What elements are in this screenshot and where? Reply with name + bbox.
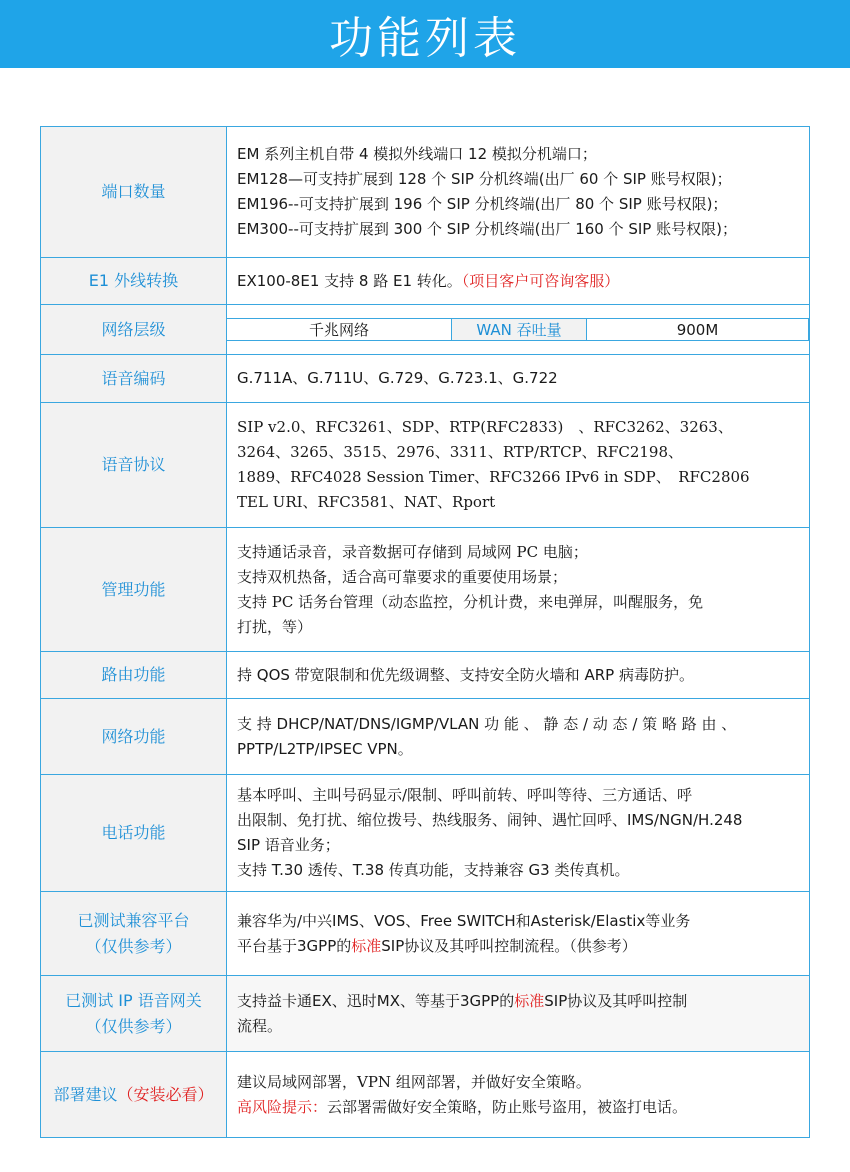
platform-label: 已测试兼容平台 — [77, 910, 190, 930]
row-content-e1 — [227, 258, 810, 305]
e1-text: EX100-8E1 支持 8 路 E1 转化。 — [237, 271, 462, 290]
table-row — [41, 528, 810, 652]
row-content-deploy — [227, 1052, 810, 1138]
row-label-network-layer: 网络层级 — [41, 305, 227, 355]
network-layer-value: 千兆网络 — [227, 319, 452, 341]
table-row — [41, 976, 810, 1052]
table-row — [41, 258, 810, 305]
network-func-line: 支 持 DHCP/NAT/DNS/IGMP/VLAN 功 能 、 静 态 / 动 态 / 策 略 路 由 、 — [237, 714, 737, 733]
phone-line: 基本呼叫、主叫号码显示/限制、呼叫前转、呼叫等待、三方通话、呼 — [237, 786, 693, 804]
row-label-phone: 电话功能 — [41, 775, 227, 892]
row-label-management: 管理功能 — [41, 528, 227, 652]
feature-table — [40, 126, 810, 1138]
platform-standard: 标准 — [351, 936, 382, 955]
row-content-protocol — [227, 403, 810, 528]
table-row — [41, 1052, 810, 1138]
row-content-ports — [227, 127, 810, 258]
protocol-line: TEL URI、RFC3581、NAT、Rport — [237, 493, 496, 511]
table-row — [41, 892, 810, 976]
phone-line: 出限制、免打扰、缩位拨号、热线服务、闹钟、遇忙回呼、IMS/NGN/H.248 — [237, 811, 743, 829]
gateway-text: 支持益卡通EX、迅时MX、等基于3GPP的 — [237, 991, 515, 1010]
management-line: 支持 PC 话务台管理（动态监控，分机计费，来电弹屏，叫醒服务，免 — [237, 592, 704, 611]
row-label-gateway — [41, 976, 227, 1052]
table-row — [41, 652, 810, 699]
phone-line: 支持 T.30 透传、T.38 传真功能，支持兼容 G3 类传真机。 — [237, 861, 630, 879]
gateway-line — [237, 989, 799, 1014]
ports-line: EM128—可支持扩展到 128 个 SIP 分机终端(出厂 60 个 SIP 账号权限)； — [237, 170, 732, 188]
protocol-line: 3264、3265、3515、2976、3311、RTP/RTCP、RFC2198、 — [237, 443, 684, 461]
e1-note: （项目客户可咨询客服） — [461, 271, 620, 290]
row-label-e1: E1 外线转换 — [41, 258, 227, 305]
ports-line: EM 系列主机自带 4 模拟外线端口 12 模拟分机端口； — [237, 145, 597, 163]
row-label-platform — [41, 892, 227, 976]
management-line: 支持双机热备，适合高可靠要求的重要使用场景； — [237, 567, 568, 586]
gateway-line: 流程。 — [237, 1016, 283, 1035]
row-content-network-func — [227, 699, 810, 775]
management-line: 支持通话录音，录音数据可存储到 局域网 PC 电脑； — [237, 542, 588, 561]
row-content-management — [227, 528, 810, 652]
row-content-phone — [227, 775, 810, 892]
table-row — [41, 305, 810, 355]
gateway-sub: （仅供参考） — [85, 1016, 182, 1036]
row-content-codec — [227, 355, 810, 403]
row-label-protocol: 语音协议 — [41, 403, 227, 528]
page-title: 功能列表 — [329, 13, 521, 64]
table-row — [41, 355, 810, 403]
deploy-text: 云部署需做好安全策略，防止账号盗用，被盗打电话。 — [327, 1097, 688, 1116]
table-row — [41, 403, 810, 528]
protocol-line: 1889、RFC4028 Session Timer、RFC3266 IPv6 in SDP、 RFC2806 — [237, 468, 750, 486]
platform-line — [237, 934, 799, 959]
table-row — [41, 127, 810, 258]
protocol-line: SIP v2.0、RFC3261、SDP、RTP(RFC2833) 、RFC3262、3263、 — [237, 418, 733, 436]
network-layer-subtable — [227, 318, 809, 341]
row-content-platform — [227, 892, 810, 976]
row-label-codec: 语音编码 — [41, 355, 227, 403]
table-row — [41, 699, 810, 775]
codec-text: G.711A、G.711U、G.729、G.723.1、G.722 — [237, 369, 558, 387]
deploy-line — [237, 1095, 799, 1120]
ports-line: EM196--可支持扩展到 196 个 SIP 分机终端(出厂 80 个 SIP 账号权限)； — [237, 195, 728, 213]
row-label-routing: 路由功能 — [41, 652, 227, 699]
platform-sub: （仅供参考） — [85, 936, 182, 956]
ports-line: EM300--可支持扩展到 300 个 SIP 分机终端(出厂 160 个 SIP 账号权限)； — [237, 220, 737, 238]
deploy-label-note: （安装必看） — [117, 1084, 214, 1104]
management-line: 打扰，等） — [237, 617, 313, 636]
row-label-deploy — [41, 1052, 227, 1138]
platform-line: 兼容华为/中兴IMS、VOS、Free SWITCH和Asterisk/Elastix等业务 — [237, 911, 691, 930]
platform-text: SIP协议及其呼叫控制流程。（供参考） — [381, 936, 637, 955]
network-func-line: PPTP/L2TP/IPSEC VPN。 — [237, 739, 413, 758]
phone-line: SIP 语音业务； — [237, 836, 340, 854]
platform-text: 平台基于3GPP的 — [237, 936, 352, 955]
gateway-standard: 标准 — [514, 991, 545, 1010]
wan-value: 900M — [587, 319, 809, 341]
row-label-ports: 端口数量 — [41, 127, 227, 258]
gateway-label: 已测试 IP 语音网关 — [65, 990, 202, 1010]
row-label-network-func: 网络功能 — [41, 699, 227, 775]
risk-warning-label: 高风险提示： — [237, 1097, 328, 1116]
wan-label: WAN 吞吐量 — [452, 319, 587, 341]
title-banner — [0, 0, 850, 68]
row-content-gateway — [227, 976, 810, 1052]
table-row — [41, 775, 810, 892]
row-content-network-layer — [227, 305, 810, 355]
deploy-line: 建议局域网部署，VPN 组网部署，并做好安全策略。 — [237, 1072, 591, 1091]
gateway-text: SIP协议及其呼叫控制 — [544, 991, 688, 1010]
deploy-label: 部署建议 — [53, 1084, 118, 1104]
routing-text: 持 QOS 带宽限制和优先级调整、支持安全防火墙和 ARP 病毒防护。 — [237, 665, 694, 684]
row-content-routing — [227, 652, 810, 699]
